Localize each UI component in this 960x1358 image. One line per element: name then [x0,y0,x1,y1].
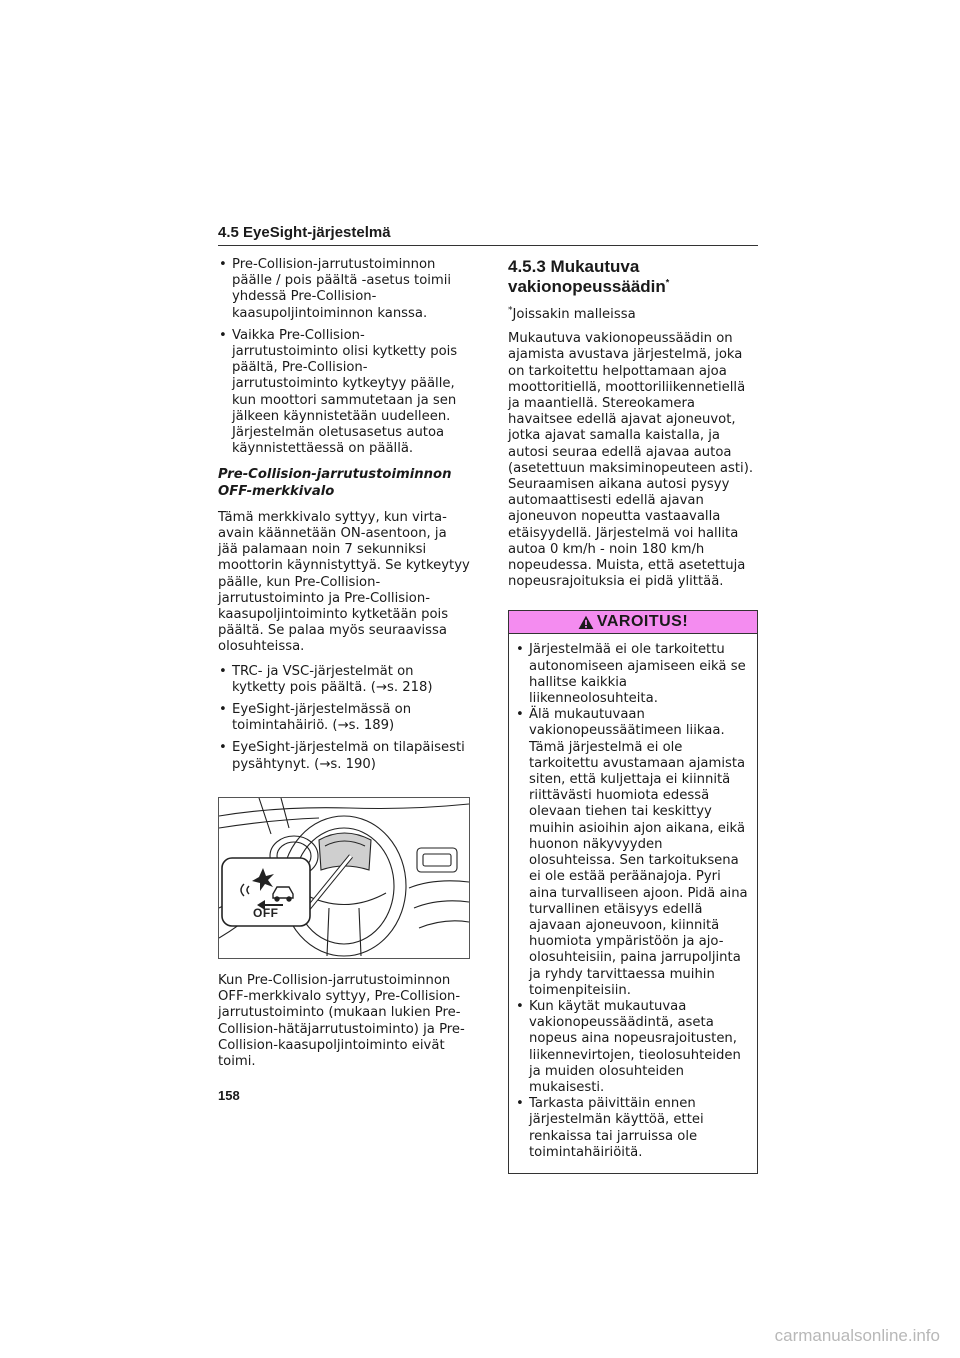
list-item: • Kun käytät mukautuvaa vakionopeussäädintä, aseta nopeus aina nopeusrajoitusten, liikennevirtojen, tieolosuhteiden ja muiden olosuhteiden mukaisesti. [515,999,751,1096]
warning-title: VAROITUS! [596,613,689,631]
section-title [508,257,758,297]
list-item: • Pre-Collision-jarrutustoiminnon päälle / pois päältä -asetus toimii yhdessä Pre-Collision-kaasupoljintoiminnon kanssa. [218,257,470,322]
list-item: • TRC- ja VSC-järjestelmät on kytketty pois päältä. (→s. 218) [218,664,470,696]
list-item: • Järjestelmää ei ole tarkoitettu autonomiseen ajamiseen eikä se hallitse kaikkia liikenneolosuhteita. [515,642,751,707]
warning-box [508,610,758,1174]
warning-triangle-icon [578,615,594,630]
section-header: 4.5 EyeSight-järjestelmä [218,224,758,246]
paragraph-indicator: Tämä merkkivalo syttyy, kun virta-avain käännetään ON-asentoon, ja jää palamaan noin 7 sekunniksi moottorin käynnistyttyä. Se kytkeytyy päälle, kun Pre-Collision-jarrutustoiminto ja Pre-Collision-kaasupoljintoiminto kytketään pois päältä. Se palaa myös seuraavissa olosuhteissa. [218,509,470,655]
paragraph-off-indicator: Kun Pre-Collision-jarrutustoiminnon OFF-merkkivalo syttyy, Pre-Collision-jarrutustoiminto (mukaan lukien Pre-Collision-hätäjarrutustoiminto) ja Pre-Collision-kaasupoljintoiminto eivät toimi. [218,972,465,1069]
dashboard-illustration [218,797,470,959]
subheading: Pre-Collision-jarrutustoiminnon OFF-merkkivalo [218,467,452,499]
list-item: • EyeSight-järjestelmä on tilapäisesti pysähtynyt. (→s. 190) [218,740,470,772]
section-title-text: 4.5.3 Mukautuva vakionopeussäädin [508,257,666,296]
warning-header [509,611,757,634]
bullet-list-settings [218,257,470,457]
list-item: • EyeSight-järjestelmässä on toimintahäiriö. (→s. 189) [218,702,470,734]
off-label: OFF [253,905,279,920]
footnote-asterisk: * [508,305,513,316]
page-number: 158 [218,1088,240,1103]
watermark: carmanualsonline.info [774,1325,940,1345]
footnote [508,307,758,323]
right-column [508,257,758,1174]
paragraph-description: Mukautuva vakionopeussäädin on ajamista avustava järjestelmä, joka on tarkoitettu helpottamaan ajoa moottoritiellä, moottoriliikennetiellä ja maantiellä. Stereokamera havaitsee edellä ajavat ajoneuvot, jotka ajavat samalla kaistalla, ja autosi seuraa edellä ajavaa autoa (asetettuun maksiminopeuteen asti). Seuraamisen aikana autosi pysyy automaattisesti edellä ajavan ajoneuvon nopeutta vastaavalla etäisyydellä. Järjestelmä voi hallita autoa 0 km/h - noin 180 km/h nopeudessa. Muista, että asetettuja nopeusrajoituksia ei pidä ylittää. [508,331,754,590]
bullet-list-conditions [218,664,470,773]
warning-body [509,634,757,1173]
footnote-text: Joissakin malleissa [512,307,636,322]
title-asterisk: * [665,277,670,288]
list-item: • Vaikka Pre-Collision-jarrutustoiminto olisi kytketty pois päältä, Pre-Collision-jarrutustoiminto kytkeytyy päälle, kun moottori sammutetaan ja sen jälkeen käynnistetään uudelleen. Järjestelmän oletusasetus autoa käynnistettäessä on päällä. [218,328,470,458]
list-item: • Tarkasta päivittäin ennen järjestelmän käyttöä, ettei renkaissa tai jarruissa ole toimintahäiriöitä. [515,1096,751,1161]
warning-list [515,642,751,1161]
list-item: • Älä mukautuvaan vakionopeussäätimeen liikaa. Tämä järjestelmä ei ole tarkoitettu avustamaan ajamista siten, että kuljettaja ei kiinnitä riittävästi huomiota edessä olevaan tiehen tai keskittyy muihin asioihin ajon aikana, eikä huonon näkyvyyden olosuhteissa. Sen tarkoituksena ei ole estää peräänajoja. Pyri aina turvalliseen ajoon. Pidä aina turvallinen etäisyys edellä ajavaan ajoneuvoon, kiinnitä huomiota ympäristöön ja ajo-olosuhteisiin, paina jarrupoljinta ja ryhdy tarvittaessa muihin toimenpiteisiin. [515,707,751,999]
left-column [218,257,470,1078]
